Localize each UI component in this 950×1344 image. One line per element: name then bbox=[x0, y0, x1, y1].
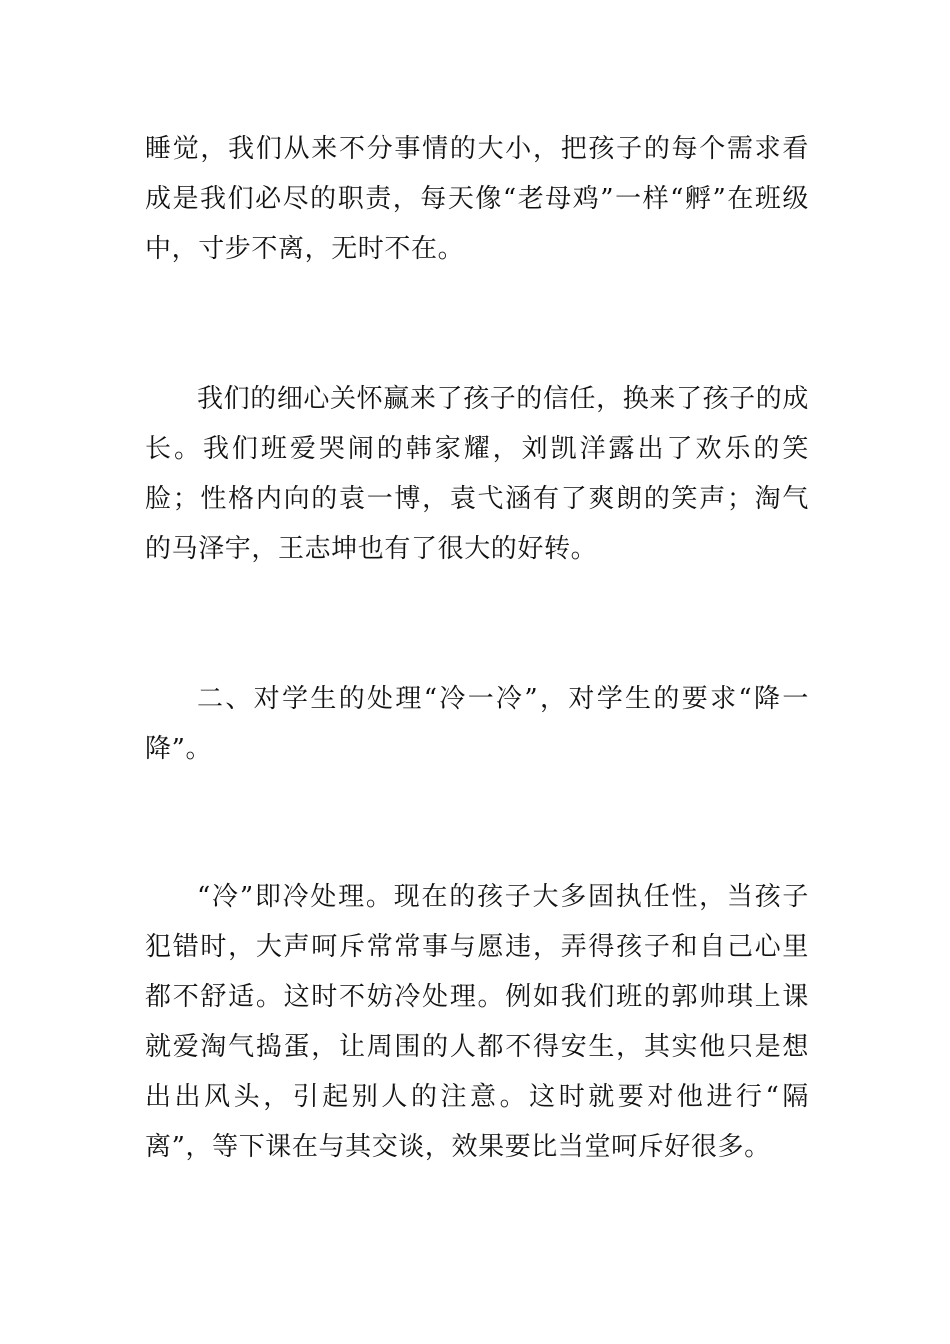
body-paragraph: 我们的细心关怀赢来了孩子的信任，换来了孩子的成长。我们班爱哭闹的韩家耀，刘凯洋露出了欢乐的笑脸；性格内向的袁一博，袁弋涵有了爽朗的笑声；淘气的马泽宇，王志坤也有了很大的好转。 bbox=[145, 384, 809, 564]
body-paragraph: 睡觉，我们从来不分事情的大小，把孩子的每个需求看成是我们必尽的职责，每天像“老母鸡”一样“孵”在班级中，寸步不离，无时不在。 bbox=[145, 134, 809, 264]
body-paragraph: “冷”即冷处理。现在的孩子大多固执任性，当孩子犯错时，大声呵斥常常事与愿违，弄得孩子和自己心里都不舒适。这时不妨冷处理。例如我们班的郭帅琪上课就爱淘气捣蛋，让周围的人都不得安生，其实他只是想出出风头，引起别人的注意。这时就要对他进行“隔离”，等下课在与其交谈，效果要比当堂呵斥好很多。 bbox=[145, 882, 809, 1162]
section-heading: 二、对学生的处理“冷一冷”，对学生的要求“降一降”。 bbox=[145, 684, 809, 764]
